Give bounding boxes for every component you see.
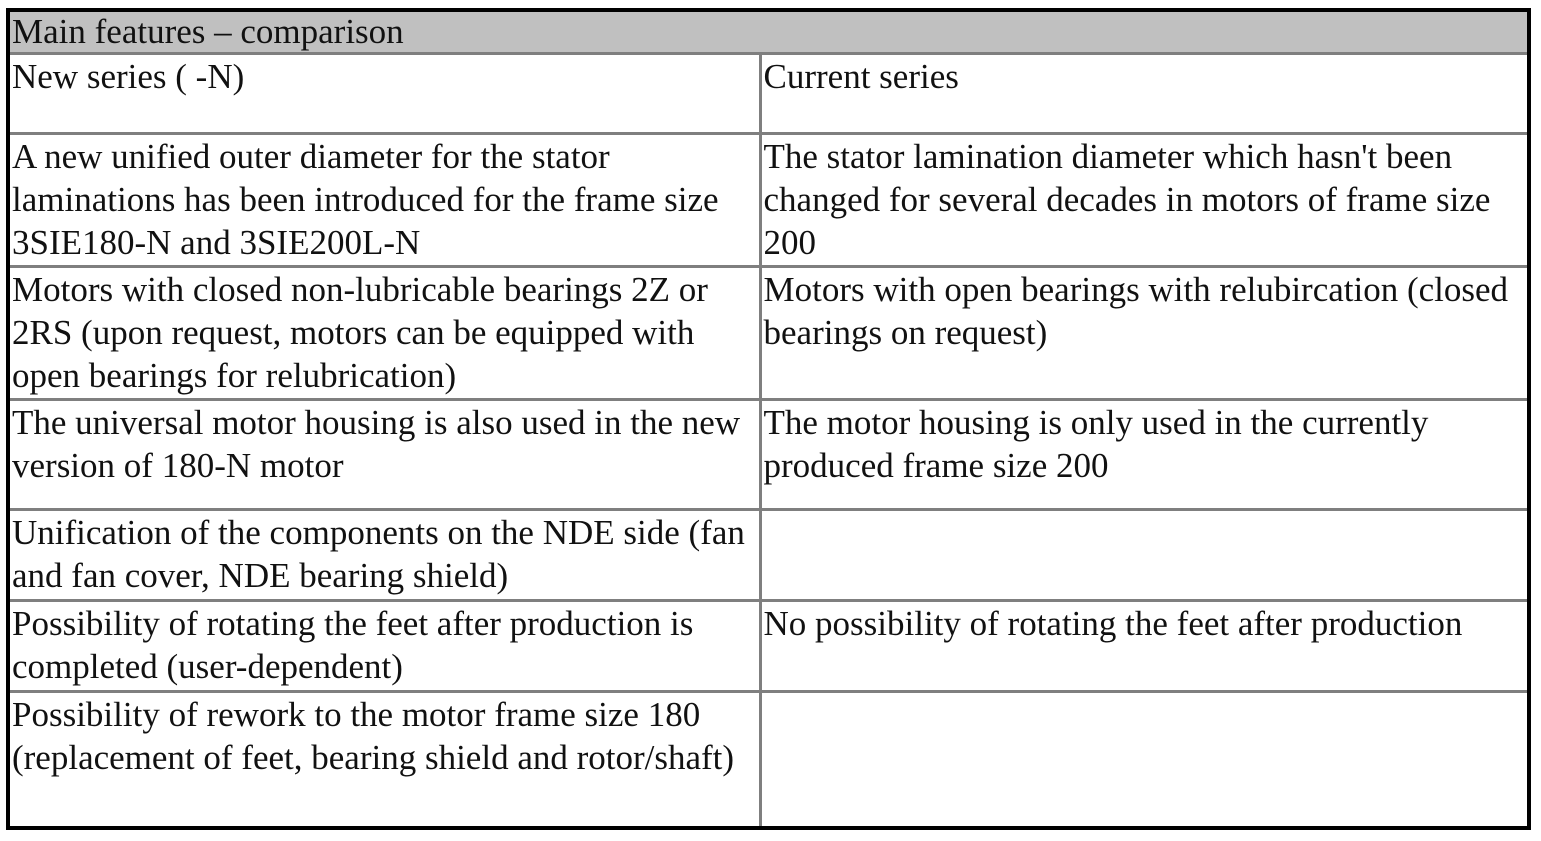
cell-new-series: Possibility of rework to the motor frame size 180 (replacement of feet, bearing shield and rotor/shaft) — [10, 692, 760, 826]
cell-current-series: Motors with open bearings with relubircation (closed bearings on request) — [760, 267, 1527, 400]
cell-new-series: Motors with closed non-lubricable bearings 2Z or 2RS (upon request, motors can be equipped with open bearings for relubrication) — [10, 267, 760, 400]
table-row — [10, 692, 1527, 826]
header-new-series: New series ( -N) — [10, 54, 760, 134]
table-row — [10, 510, 1527, 601]
cell-new-series: A new unified outer diameter for the stator laminations has been introduced for the frame size 3SIE180-N and 3SIE200L-N — [10, 134, 760, 267]
comparison-table — [10, 12, 1527, 826]
table-row — [10, 400, 1527, 510]
header-current-series: Current series — [760, 54, 1527, 134]
cell-current-series — [760, 510, 1527, 601]
table-header-row — [10, 54, 1527, 134]
cell-current-series: The stator lamination diameter which hasn't been changed for several decades in motors of frame size 200 — [760, 134, 1527, 267]
table-row — [10, 601, 1527, 692]
table-title: Main features – comparison — [10, 12, 1527, 54]
comparison-table-frame — [6, 8, 1531, 830]
cell-new-series: Possibility of rotating the feet after production is completed (user-dependent) — [10, 601, 760, 692]
table-row — [10, 267, 1527, 400]
table-row — [10, 134, 1527, 267]
cell-current-series: The motor housing is only used in the currently produced frame size 200 — [760, 400, 1527, 510]
cell-current-series: No possibility of rotating the feet after production — [760, 601, 1527, 692]
cell-current-series — [760, 692, 1527, 826]
cell-new-series: The universal motor housing is also used in the new version of 180-N motor — [10, 400, 760, 510]
cell-new-series: Unification of the components on the NDE side (fan and fan cover, NDE bearing shield) — [10, 510, 760, 601]
table-title-row — [10, 12, 1527, 54]
